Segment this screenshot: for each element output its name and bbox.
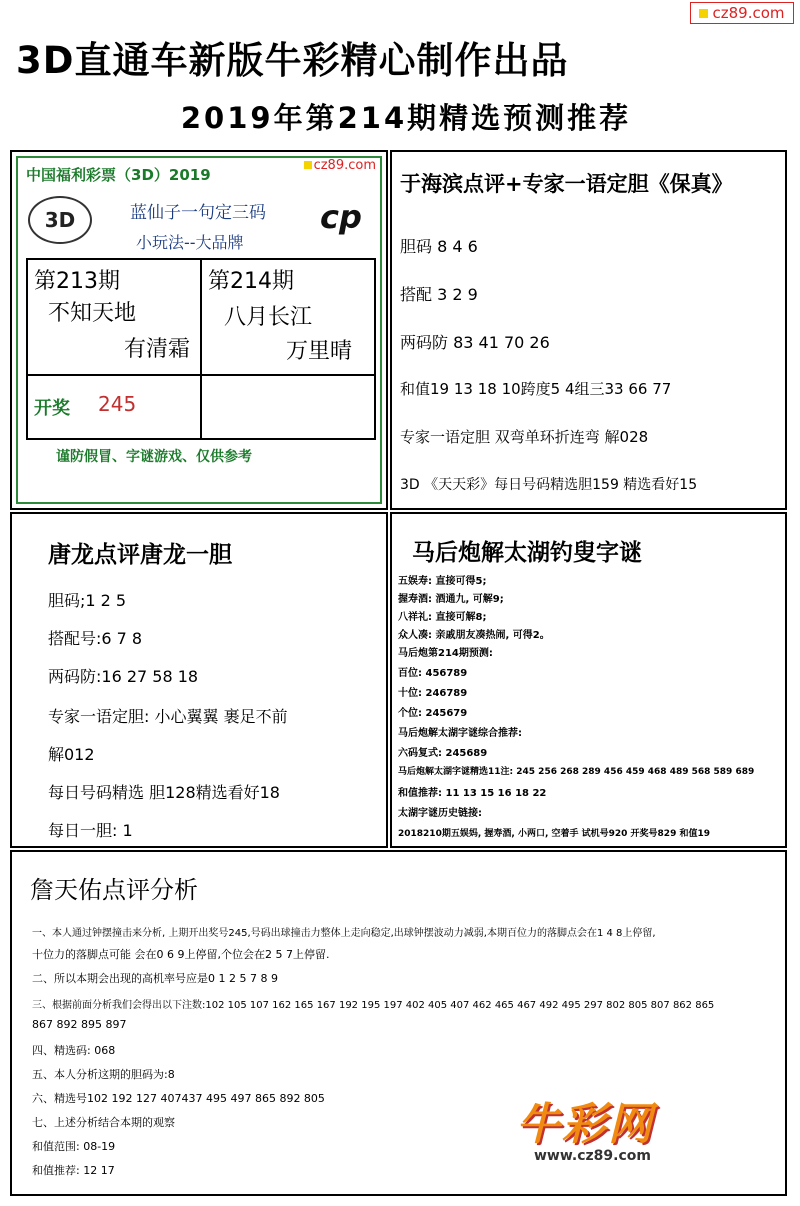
ma-line-13: 太湖字谜历史链接: xyxy=(398,808,482,819)
zhan-panel xyxy=(10,850,787,1196)
yu-title: 于海滨点评+专家一语定胆《保真》 xyxy=(400,172,733,196)
tang-line-1: 胆码;1 2 5 xyxy=(48,591,127,610)
zhan-line-9: 七、上述分析结合本期的观察 xyxy=(32,1116,175,1129)
curr-riddle-line-2: 万里晴 xyxy=(286,339,353,364)
ma-line-1: 五娱寿: 直接可得5; xyxy=(398,576,487,587)
draw-cell xyxy=(28,376,202,438)
ma-line-9: 马后炮解太湖字谜综合推荐: xyxy=(398,728,522,739)
lottery-warning: 谨防假冒、字谜游戏、仅供参考 xyxy=(56,449,252,465)
ma-panel xyxy=(390,512,787,848)
yu-line-6: 3D 《天天彩》每日号码精选胆159 精选看好15 xyxy=(400,477,698,493)
zhan-line-8: 六、精选号102 192 127 407437 495 497 865 892 805 xyxy=(32,1092,325,1105)
page-subtitle: 2019年第214期精选预测推荐 xyxy=(180,101,632,135)
draw-label: 开奖 xyxy=(34,398,70,419)
prev-period-label: 第213期 xyxy=(34,269,120,294)
lottery-header: 中国福利彩票（3D）2019 xyxy=(26,166,211,184)
zhan-line-4: 三、根据前面分析我们会得出以下注数:102 105 107 162 165 167 192 195 197 402 405 407 462 465 467 492 495 297 802 805 807 862 865 xyxy=(32,1000,715,1011)
lottery-watermark xyxy=(304,158,376,173)
page-title: 3D直通车新版牛彩精心制作出品 xyxy=(16,39,569,82)
site-badge-text: cz89.com xyxy=(712,4,785,22)
prev-riddle-line-1: 不知天地 xyxy=(48,301,137,326)
prev-period-cell xyxy=(28,260,202,376)
zhan-line-2: 十位力的落脚点可能 会在0 6 9上停留,个位会在2 5 7上停留. xyxy=(32,948,330,961)
lottery-watermark-text: cz89.com xyxy=(313,158,376,173)
ma-line-12: 和值推荐: 11 13 15 16 18 22 xyxy=(398,788,547,799)
yu-panel xyxy=(390,150,787,510)
yu-line-1: 胆码 8 4 6 xyxy=(400,237,478,256)
cp-logo-icon: cp xyxy=(320,198,362,236)
riddle-table xyxy=(26,258,376,440)
lottery-card xyxy=(16,156,382,504)
ma-line-10: 六码复式: 245689 xyxy=(398,748,488,759)
tang-line-2: 搭配号:6 7 8 xyxy=(48,629,143,648)
zhan-line-6: 四、精选码: 068 xyxy=(32,1044,116,1057)
zhan-line-10: 和值范围: 08-19 xyxy=(32,1140,116,1153)
zhan-line-7: 五、本人分析这期的胆码为:8 xyxy=(32,1068,175,1081)
ma-line-3: 八祥礼: 直接可解8; xyxy=(398,612,487,623)
zhan-line-3: 二、所以本期会出现的高机率号应是0 1 2 5 7 8 9 xyxy=(32,972,278,985)
lottery-subtitle-1: 蓝仙子一句定三码 xyxy=(130,203,266,223)
tang-line-5: 解012 xyxy=(48,745,95,764)
curr-period-cell xyxy=(202,260,374,376)
tang-line-3: 两码防:16 27 58 18 xyxy=(48,667,199,686)
yellow-square-icon xyxy=(304,161,312,169)
zhan-line-5: 867 892 895 897 xyxy=(32,1018,127,1031)
tang-title: 唐龙点评唐龙一胆 xyxy=(48,542,232,568)
ma-line-4: 众人凑: 亲戚朋友凑热闹, 可得2。 xyxy=(398,630,550,641)
zhan-title: 詹天佑点评分析 xyxy=(30,876,198,904)
ma-line-5: 马后炮第214期预测: xyxy=(398,648,493,659)
yu-line-5: 专家一语定胆 双弯单环折连弯 解028 xyxy=(400,428,649,446)
site-badge[interactable] xyxy=(690,2,794,24)
ma-line-14: 2018210期五娱妈, 握寿酒, 小两口, 空着手 试机号920 开奖号829 和值19 xyxy=(398,829,710,839)
3d-logo-icon: 3D xyxy=(28,196,92,244)
tang-line-6: 每日号码精选 胆128精选看好18 xyxy=(48,783,280,802)
tang-panel xyxy=(10,512,388,848)
ma-line-2: 握寿酒: 酒通九, 可解9; xyxy=(398,594,504,605)
tang-line-4: 专家一语定胆: 小心翼翼 裹足不前 xyxy=(48,707,288,726)
zhan-line-1: 一、本人通过钟摆撞击来分析, 上期开出奖号245,号码出球撞击力整体上走向稳定,出球钟摆波动力减弱,本期百位力的落脚点会在1 4 8上停留, xyxy=(32,928,656,939)
curr-period-label: 第214期 xyxy=(208,269,294,294)
lottery-panel xyxy=(10,150,388,510)
prev-riddle-line-2: 有清霜 xyxy=(124,337,191,362)
yu-line-4: 和值19 13 18 10跨度5 4组三33 66 77 xyxy=(400,380,672,398)
ma-line-7: 十位: 246789 xyxy=(398,688,468,699)
zhan-line-11: 和值推荐: 12 17 xyxy=(32,1164,115,1177)
draw-value: 245 xyxy=(98,392,137,416)
ma-line-6: 百位: 456789 xyxy=(398,668,468,679)
ma-line-8: 个位: 245679 xyxy=(398,708,468,719)
empty-cell xyxy=(202,376,374,438)
tang-line-7: 每日一胆: 1 xyxy=(48,821,133,840)
niucai-logo-url: www.cz89.com xyxy=(534,1148,651,1164)
yu-line-2: 搭配 3 2 9 xyxy=(400,285,478,304)
niucai-logo-text: 牛彩网 xyxy=(516,1099,654,1150)
ma-title: 马后炮解太湖钓叟字谜 xyxy=(412,540,642,566)
curr-riddle-line-1: 八月长江 xyxy=(224,305,313,330)
ma-line-11: 马后炮解太湖字谜精选11注: 245 256 268 289 456 459 468 489 568 589 689 xyxy=(398,767,755,777)
lottery-subtitle-2: 小玩法--大品牌 xyxy=(136,233,244,252)
yu-line-3: 两码防 83 41 70 26 xyxy=(400,333,550,352)
niucai-logo-icon xyxy=(502,1082,682,1172)
yellow-square-icon xyxy=(699,9,708,18)
